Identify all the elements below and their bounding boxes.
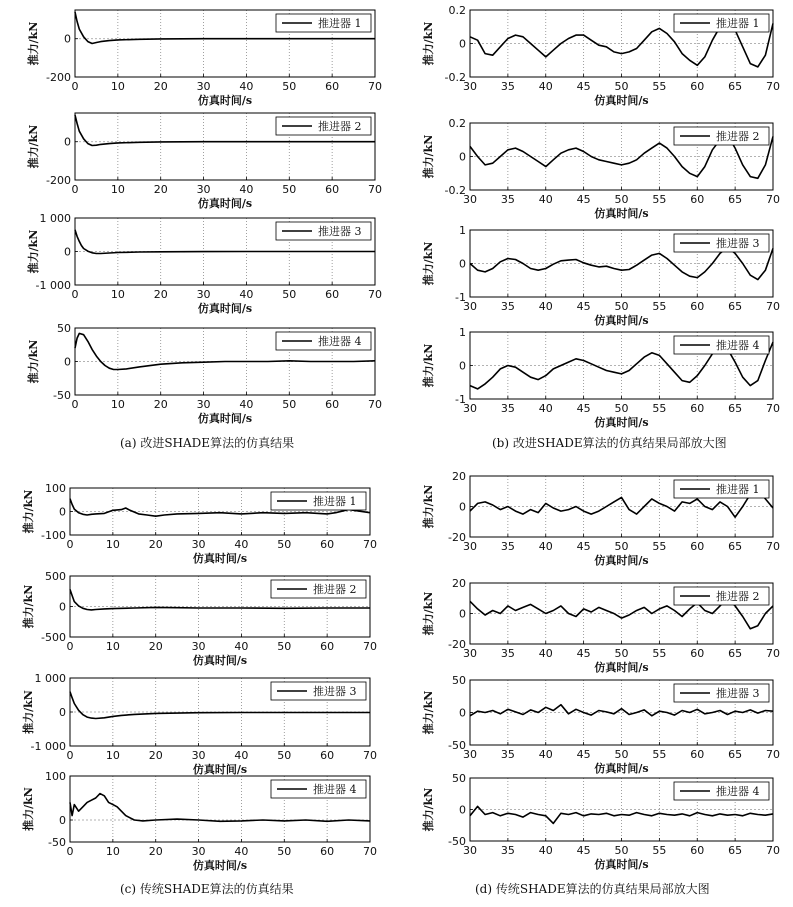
x-tick-label: 30 [463, 540, 477, 553]
y-tick-label: 0 [459, 37, 466, 51]
x-tick-label: 0 [71, 398, 79, 411]
x-tick-label: 0 [66, 640, 74, 653]
x-tick-label: 50 [614, 540, 629, 553]
y-tick-label: 0 [64, 355, 71, 369]
y-tick-label: 100 [45, 482, 66, 495]
y-tick-label: 0 [59, 600, 66, 614]
x-tick-label: 60 [325, 288, 340, 301]
legend-label: 推进器 1 [313, 495, 357, 508]
x-tick-label: 0 [66, 845, 74, 858]
x-tick-label: 40 [234, 749, 249, 762]
x-tick-label: 50 [614, 193, 629, 206]
x-axis-label: 仿真时间/s [594, 661, 649, 674]
x-axis-label: 仿真时间/s [594, 762, 649, 775]
y-axis-label: 推力/kN [422, 591, 435, 636]
x-axis-label: 仿真时间/s [192, 654, 248, 667]
x-axis-label: 仿真时间/s [197, 412, 253, 425]
chart-b4 [421, 326, 780, 429]
x-tick-label: 10 [110, 80, 125, 93]
y-tick-label: 0 [459, 706, 466, 720]
y-axis-label: 推力/kN [27, 229, 40, 274]
x-tick-label: 30 [463, 748, 477, 761]
x-tick-label: 70 [368, 288, 382, 301]
x-tick-label: 30 [463, 844, 477, 857]
x-tick-label: 70 [766, 193, 780, 206]
x-tick-label: 20 [148, 845, 163, 858]
y-tick-label: -0.2 [444, 184, 466, 197]
chart-c1 [21, 482, 377, 565]
x-tick-label: 70 [368, 398, 382, 411]
y-tick-label: 0 [459, 150, 466, 164]
x-tick-label: 55 [652, 748, 667, 761]
chart-c2 [21, 570, 377, 667]
x-tick-label: 30 [191, 538, 206, 551]
caption-c: (c) 传统SHADE算法的仿真结果 [120, 882, 294, 896]
y-axis-label: 推力/kN [422, 241, 435, 286]
x-tick-label: 30 [191, 749, 206, 762]
x-tick-label: 70 [363, 749, 377, 762]
x-tick-label: 30 [463, 647, 477, 660]
x-tick-label: 45 [576, 193, 591, 206]
x-tick-label: 50 [282, 80, 297, 93]
y-axis-label: 推力/kN [22, 787, 35, 831]
legend-label: 推进器 1 [318, 17, 362, 30]
x-axis-label: 仿真时间/s [594, 207, 649, 220]
y-axis-label: 推力/kN [27, 21, 40, 66]
y-tick-label: -50 [448, 739, 466, 752]
x-tick-label: 55 [652, 80, 667, 93]
x-tick-label: 30 [463, 80, 477, 93]
chart-c4 [21, 770, 377, 872]
x-tick-label: 70 [766, 748, 780, 761]
y-tick-label: 1 [459, 224, 466, 237]
legend-label: 推进器 2 [318, 120, 362, 133]
x-axis-label: 仿真时间/s [197, 94, 253, 107]
y-tick-label: -0.2 [444, 71, 466, 84]
x-tick-label: 0 [66, 538, 74, 551]
x-tick-label: 40 [538, 844, 553, 857]
chart-c3 [21, 672, 377, 776]
x-tick-label: 40 [538, 647, 553, 660]
x-tick-label: 70 [766, 300, 780, 313]
x-tick-label: 50 [277, 640, 292, 653]
x-tick-label: 45 [576, 80, 591, 93]
x-axis-label: 仿真时间/s [192, 859, 248, 872]
x-tick-label: 65 [728, 844, 743, 857]
x-tick-label: 30 [196, 398, 211, 411]
x-tick-label: 30 [463, 402, 477, 415]
x-tick-label: 20 [153, 398, 168, 411]
chart-b1 [421, 4, 780, 107]
y-tick-label: -200 [46, 71, 71, 84]
x-tick-label: 10 [105, 640, 120, 653]
chart-d4 [421, 772, 780, 871]
x-tick-label: 30 [196, 183, 211, 196]
caption-b: (b) 改进SHADE算法的仿真结果局部放大图 [492, 436, 727, 450]
x-axis-label: 仿真时间/s [594, 94, 649, 107]
x-tick-label: 45 [576, 647, 591, 660]
y-tick-label: 0 [459, 359, 466, 373]
x-tick-label: 65 [728, 647, 743, 660]
x-tick-label: 0 [71, 80, 79, 93]
x-axis-label: 仿真时间/s [197, 302, 253, 315]
y-tick-label: 20 [452, 470, 466, 483]
x-tick-label: 40 [239, 398, 254, 411]
x-tick-label: 30 [463, 300, 477, 313]
x-tick-label: 50 [282, 183, 297, 196]
y-axis-label: 推力/kN [422, 484, 435, 529]
y-tick-label: 0 [59, 706, 66, 719]
x-tick-label: 60 [325, 80, 340, 93]
chart-b3 [421, 224, 780, 327]
x-tick-label: 35 [500, 80, 515, 93]
x-tick-label: 60 [325, 398, 340, 411]
legend-label: 推进器 2 [716, 130, 760, 143]
y-tick-label: -1 [455, 291, 466, 304]
x-tick-label: 60 [690, 193, 705, 206]
x-tick-label: 70 [766, 540, 780, 553]
y-axis-label: 推力/kN [22, 584, 35, 629]
y-tick-label: 50 [57, 322, 71, 335]
x-tick-label: 45 [576, 300, 591, 313]
x-axis-label: 仿真时间/s [594, 554, 649, 567]
y-axis-label: 推力/kN [27, 339, 40, 384]
legend-label: 推进器 4 [716, 339, 760, 352]
y-tick-label: -100 [41, 529, 66, 542]
y-tick-label: -50 [48, 836, 66, 849]
x-tick-label: 40 [538, 193, 553, 206]
x-tick-label: 45 [576, 844, 591, 857]
x-tick-label: 0 [66, 749, 74, 762]
x-tick-label: 50 [277, 749, 292, 762]
x-tick-label: 55 [652, 540, 667, 553]
x-tick-label: 65 [728, 540, 743, 553]
x-tick-label: 45 [576, 402, 591, 415]
legend-label: 推进器 4 [313, 783, 357, 796]
chart-d1 [421, 470, 780, 567]
x-tick-label: 40 [234, 640, 249, 653]
x-tick-label: 20 [148, 640, 163, 653]
x-tick-label: 70 [368, 80, 382, 93]
x-tick-label: 40 [538, 300, 553, 313]
x-tick-label: 35 [500, 300, 515, 313]
legend-label: 推进器 3 [716, 237, 760, 250]
x-tick-label: 55 [652, 844, 667, 857]
y-tick-label: -1 000 [30, 740, 66, 753]
y-axis-label: 推力/kN [422, 690, 435, 735]
x-tick-label: 20 [153, 80, 168, 93]
x-axis-label: 仿真时间/s [192, 763, 248, 776]
x-tick-label: 50 [614, 402, 629, 415]
chart-a1 [26, 10, 382, 107]
x-tick-label: 40 [234, 538, 249, 551]
x-tick-label: 70 [766, 647, 780, 660]
x-tick-label: 70 [363, 640, 377, 653]
x-tick-label: 35 [500, 647, 515, 660]
y-axis-label: 推力/kN [27, 124, 40, 169]
y-tick-label: 0 [459, 607, 466, 621]
x-tick-label: 60 [320, 845, 335, 858]
y-tick-label: -1 000 [35, 279, 71, 292]
x-tick-label: 0 [71, 288, 79, 301]
y-tick-label: -50 [53, 389, 71, 402]
x-tick-label: 10 [110, 398, 125, 411]
x-tick-label: 45 [576, 540, 591, 553]
chart-a3 [26, 212, 382, 315]
x-tick-label: 40 [234, 845, 249, 858]
caption-a: (a) 改进SHADE算法的仿真结果 [120, 436, 295, 450]
x-tick-label: 40 [538, 540, 553, 553]
x-tick-label: 30 [196, 80, 211, 93]
x-tick-label: 20 [148, 538, 163, 551]
y-tick-label: 50 [452, 772, 466, 785]
y-axis-label: 推力/kN [22, 489, 35, 534]
x-tick-label: 40 [239, 80, 254, 93]
legend-label: 推进器 1 [716, 483, 760, 496]
y-tick-label: 0.2 [448, 4, 466, 17]
x-tick-label: 60 [690, 80, 705, 93]
x-tick-label: 0 [71, 183, 79, 196]
y-axis-label: 推力/kN [422, 134, 435, 179]
x-tick-label: 50 [614, 647, 629, 660]
x-tick-label: 30 [196, 288, 211, 301]
x-tick-label: 55 [652, 402, 667, 415]
x-tick-label: 60 [690, 844, 705, 857]
y-tick-label: 0 [64, 32, 71, 46]
chart-a2 [26, 113, 382, 210]
legend-label: 推进器 1 [716, 17, 760, 30]
y-tick-label: 1 000 [39, 212, 71, 225]
x-tick-label: 50 [614, 748, 629, 761]
x-tick-label: 60 [690, 300, 705, 313]
x-tick-label: 10 [110, 183, 125, 196]
y-axis-label: 推力/kN [422, 21, 435, 66]
x-tick-label: 40 [538, 748, 553, 761]
y-tick-label: -500 [41, 631, 66, 644]
y-tick-label: 50 [452, 674, 466, 687]
x-tick-label: 65 [728, 193, 743, 206]
x-tick-label: 50 [614, 80, 629, 93]
x-tick-label: 10 [105, 749, 120, 762]
x-tick-label: 60 [325, 183, 340, 196]
x-tick-label: 50 [282, 288, 297, 301]
x-tick-label: 70 [766, 80, 780, 93]
chart-d2 [421, 577, 780, 674]
x-tick-label: 65 [728, 748, 743, 761]
x-tick-label: 35 [500, 193, 515, 206]
x-tick-label: 35 [500, 402, 515, 415]
x-tick-label: 50 [614, 300, 629, 313]
x-tick-label: 60 [690, 748, 705, 761]
y-axis-label: 推力/kN [422, 787, 435, 832]
x-tick-label: 50 [614, 844, 629, 857]
x-tick-label: 30 [463, 193, 477, 206]
y-tick-label: 0 [64, 245, 71, 259]
x-tick-label: 60 [320, 640, 335, 653]
y-tick-label: -200 [46, 174, 71, 187]
x-tick-label: 20 [148, 749, 163, 762]
x-tick-label: 20 [153, 183, 168, 196]
x-tick-label: 60 [690, 647, 705, 660]
y-tick-label: 100 [45, 770, 66, 783]
chart-b2 [421, 117, 780, 220]
y-tick-label: 0 [64, 135, 71, 149]
y-tick-label: 0 [459, 500, 466, 514]
y-tick-label: -20 [448, 531, 466, 544]
legend-label: 推进器 4 [716, 785, 760, 798]
y-tick-label: 20 [452, 577, 466, 590]
legend-label: 推进器 2 [313, 583, 357, 596]
x-tick-label: 40 [538, 402, 553, 415]
x-tick-label: 70 [766, 844, 780, 857]
y-tick-label: 0 [59, 505, 66, 519]
y-tick-label: -20 [448, 638, 466, 651]
y-tick-label: 1 [459, 326, 466, 339]
x-tick-label: 10 [110, 288, 125, 301]
legend-label: 推进器 4 [318, 335, 362, 348]
y-tick-label: 0 [459, 803, 466, 817]
x-tick-label: 35 [500, 748, 515, 761]
y-axis-label: 推力/kN [22, 690, 35, 734]
caption-d: (d) 传统SHADE算法的仿真结果局部放大图 [475, 882, 710, 896]
x-tick-label: 50 [277, 845, 292, 858]
x-tick-label: 60 [690, 540, 705, 553]
x-tick-label: 10 [105, 845, 120, 858]
x-tick-label: 50 [277, 538, 292, 551]
legend-label: 推进器 3 [313, 685, 357, 698]
x-tick-label: 30 [191, 845, 206, 858]
x-tick-label: 60 [690, 402, 705, 415]
legend-label: 推进器 2 [716, 590, 760, 603]
x-axis-label: 仿真时间/s [192, 552, 248, 565]
x-tick-label: 35 [500, 540, 515, 553]
chart-d3 [421, 674, 780, 775]
x-tick-label: 40 [239, 288, 254, 301]
legend-label: 推进器 3 [318, 225, 362, 238]
y-tick-label: 0 [459, 257, 466, 271]
x-axis-label: 仿真时间/s [594, 858, 649, 871]
x-tick-label: 60 [320, 538, 335, 551]
x-tick-label: 65 [728, 80, 743, 93]
y-tick-label: 500 [45, 570, 66, 583]
x-tick-label: 70 [368, 183, 382, 196]
x-tick-label: 50 [282, 398, 297, 411]
y-tick-label: 0.2 [448, 117, 466, 130]
y-axis-label: 推力/kN [422, 343, 435, 388]
x-axis-label: 仿真时间/s [594, 416, 649, 429]
x-axis-label: 仿真时间/s [594, 314, 649, 327]
legend-label: 推进器 3 [716, 687, 760, 700]
x-tick-label: 55 [652, 300, 667, 313]
x-tick-label: 35 [500, 844, 515, 857]
y-tick-label: 0 [59, 814, 66, 827]
x-tick-label: 55 [652, 193, 667, 206]
x-tick-label: 60 [320, 749, 335, 762]
y-tick-label: -50 [448, 835, 466, 848]
x-tick-label: 55 [652, 647, 667, 660]
y-tick-label: 1 000 [34, 672, 66, 685]
x-axis-label: 仿真时间/s [197, 197, 253, 210]
x-tick-label: 45 [576, 748, 591, 761]
x-tick-label: 70 [363, 845, 377, 858]
x-tick-label: 70 [363, 538, 377, 551]
x-tick-label: 65 [728, 402, 743, 415]
x-tick-label: 40 [239, 183, 254, 196]
x-tick-label: 70 [766, 402, 780, 415]
x-tick-label: 30 [191, 640, 206, 653]
y-tick-label: -1 [455, 393, 466, 406]
x-tick-label: 65 [728, 300, 743, 313]
chart-a4 [26, 322, 382, 425]
x-tick-label: 10 [105, 538, 120, 551]
x-tick-label: 40 [538, 80, 553, 93]
x-tick-label: 20 [153, 288, 168, 301]
